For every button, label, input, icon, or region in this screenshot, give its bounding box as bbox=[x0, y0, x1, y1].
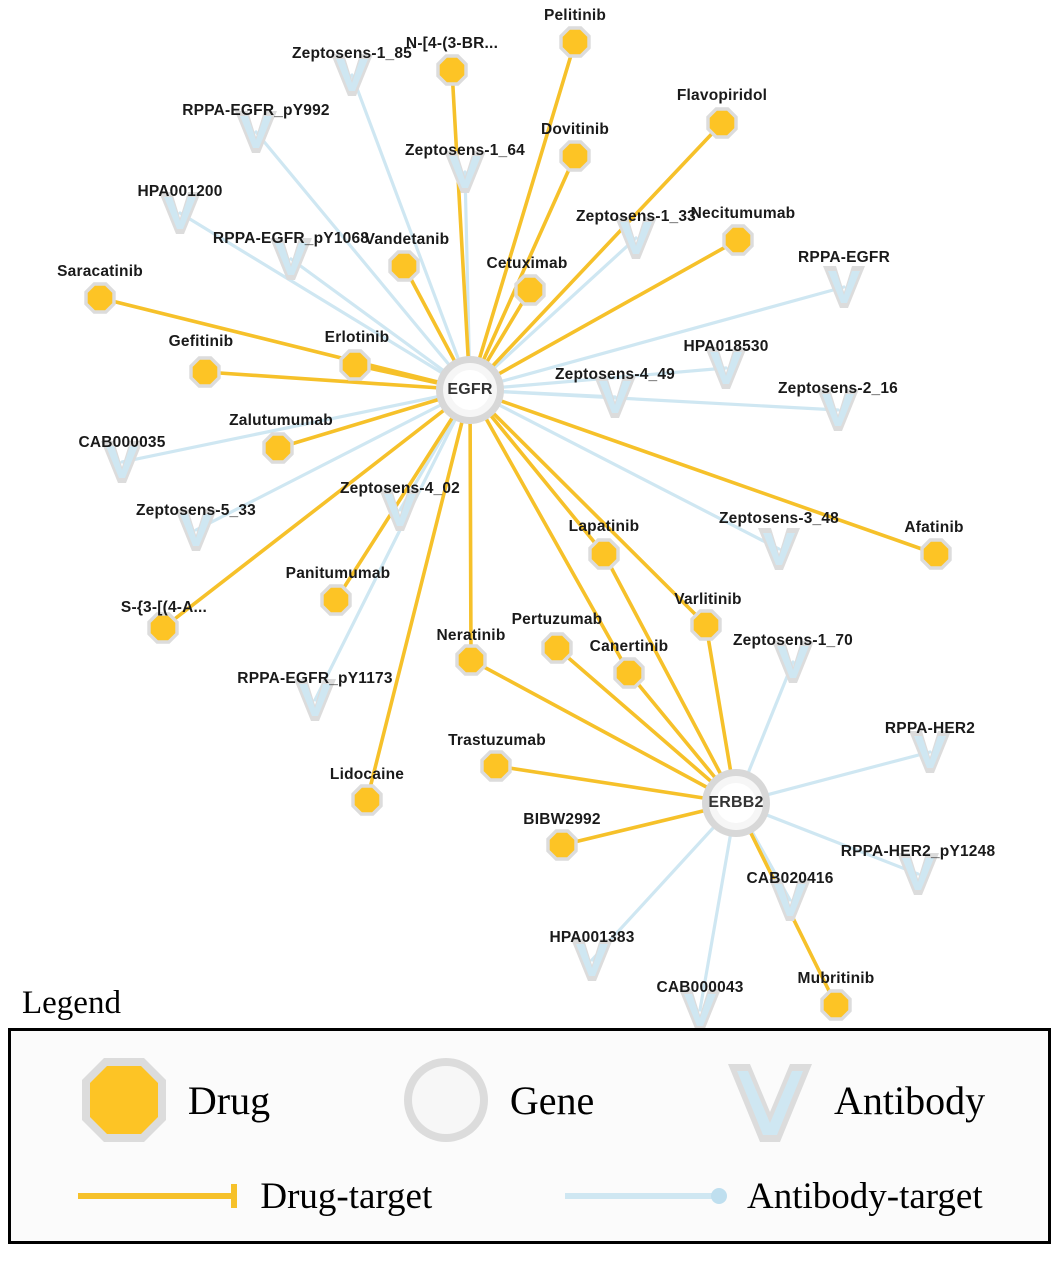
drug-node[interactable] bbox=[339, 349, 370, 380]
drug-label: Dovitinib bbox=[540, 121, 610, 138]
antibody-label: Zeptosens-1_33 bbox=[576, 208, 696, 225]
drug-label: Panitumumab bbox=[285, 565, 391, 582]
drug-label: Lapatinib bbox=[568, 518, 640, 535]
drug-label: Saracatinib bbox=[57, 263, 143, 280]
antibody-label: RPPA-EGFR_pY992 bbox=[182, 102, 330, 119]
drug-node[interactable] bbox=[480, 750, 511, 781]
antibody-label: Zeptosens-4_02 bbox=[340, 480, 460, 497]
drug-node[interactable] bbox=[690, 609, 721, 640]
antibody-label: HPA001383 bbox=[549, 929, 635, 946]
drug-label: Trastuzumab bbox=[448, 732, 546, 749]
drug-label: Lidocaine bbox=[329, 766, 405, 783]
chevron-down-icon bbox=[720, 1050, 820, 1150]
drug-node[interactable] bbox=[920, 538, 951, 569]
drug-target-edge bbox=[470, 390, 936, 554]
legend-label-drug: Drug bbox=[187, 1077, 271, 1123]
antibody-label: Zeptosens-5_33 bbox=[136, 502, 256, 519]
drug-label: Cetuximab bbox=[486, 255, 568, 272]
antibody-target-edge bbox=[315, 390, 470, 700]
drug-label: Pertuzumab bbox=[511, 611, 603, 628]
drug-label: Canertinib bbox=[589, 638, 669, 655]
legend-box bbox=[8, 1028, 1051, 1244]
drug-node[interactable] bbox=[388, 250, 419, 281]
drug-node[interactable] bbox=[147, 612, 178, 643]
antibody-label: CAB000043 bbox=[656, 979, 744, 996]
legend-item-gene bbox=[396, 1050, 594, 1150]
legend-item-drug bbox=[74, 1050, 270, 1150]
circle-icon bbox=[396, 1050, 496, 1150]
antibody-label: Zeptosens-1_70 bbox=[733, 632, 853, 649]
legend-title: Legend bbox=[22, 985, 121, 1021]
legend bbox=[0, 985, 1059, 1244]
drug-node[interactable] bbox=[436, 54, 467, 85]
drug-node[interactable] bbox=[455, 644, 486, 675]
antibody-label: Zeptosens-4_49 bbox=[555, 366, 675, 383]
antibody-label: Zeptosens-2_16 bbox=[778, 380, 898, 397]
antibody-label: RPPA-EGFR bbox=[798, 249, 890, 266]
legend-edge-types bbox=[11, 1161, 1048, 1231]
drug-node[interactable] bbox=[706, 107, 737, 138]
antibody-label: HPA018530 bbox=[683, 338, 769, 355]
legend-label-drug-target: Drug-target bbox=[260, 1175, 433, 1217]
drug-node[interactable] bbox=[559, 26, 590, 57]
antibody-edge-icon bbox=[563, 1181, 733, 1211]
drug-node[interactable] bbox=[546, 829, 577, 860]
legend-item-drug-target bbox=[76, 1175, 432, 1218]
drug-node[interactable] bbox=[541, 632, 572, 663]
drug-edge-icon bbox=[76, 1181, 246, 1211]
antibody-label: RPPA-HER2 bbox=[884, 720, 976, 737]
drug-target-edge bbox=[470, 390, 471, 660]
drug-label: Mubritinib bbox=[797, 970, 875, 987]
drug-label: Zalutumumab bbox=[229, 412, 333, 429]
octagon-icon bbox=[74, 1050, 174, 1150]
antibody-label: HPA001200 bbox=[137, 183, 223, 200]
antibody-label: Zeptosens-3_48 bbox=[719, 510, 839, 527]
antibody-label: CAB000035 bbox=[78, 434, 166, 451]
legend-label-antibody-target: Antibody-target bbox=[746, 1175, 983, 1217]
gene-label: EGFR bbox=[447, 381, 493, 398]
legend-node-types bbox=[11, 1045, 1048, 1155]
legend-item-antibody bbox=[720, 1050, 985, 1150]
drug-node[interactable] bbox=[84, 282, 115, 313]
drug-label: Necitumumab bbox=[690, 205, 796, 222]
antibody-label: Zeptosens-1_64 bbox=[405, 142, 525, 159]
drug-node[interactable] bbox=[262, 432, 293, 463]
antibody-label: Zeptosens-1_85 bbox=[292, 45, 412, 62]
drug-target-edge bbox=[470, 42, 575, 390]
drug-label: BIBW2992 bbox=[523, 811, 601, 828]
gene-label: ERBB2 bbox=[708, 794, 764, 811]
drug-node[interactable] bbox=[514, 274, 545, 305]
drug-label: Vandetanib bbox=[364, 231, 450, 248]
drug-target-edge bbox=[470, 156, 575, 390]
antibody-label: RPPA-EGFR_pY1068 bbox=[212, 230, 370, 247]
drug-node[interactable] bbox=[320, 584, 351, 615]
antibody-label: RPPA-EGFR_pY1173 bbox=[237, 670, 393, 687]
legend-item-antibody-target bbox=[563, 1175, 983, 1218]
legend-label-antibody: Antibody bbox=[834, 1077, 986, 1123]
drug-node[interactable] bbox=[559, 140, 590, 171]
drug-label: Erlotinib bbox=[324, 329, 390, 346]
drug-label: Varlitinib bbox=[674, 591, 742, 608]
antibody-label: RPPA-HER2_pY1248 bbox=[840, 843, 996, 860]
legend-label-gene: Gene bbox=[509, 1077, 595, 1123]
antibody-label: CAB020416 bbox=[746, 870, 834, 887]
drug-node[interactable] bbox=[351, 784, 382, 815]
drug-node[interactable] bbox=[588, 538, 619, 569]
drug-label: Pelitinib bbox=[543, 7, 607, 24]
drug-label: S-{3-[(4-A... bbox=[120, 599, 208, 616]
drug-label: Gefitinib bbox=[168, 333, 234, 350]
drug-label: N-[4-(3-BR... bbox=[405, 35, 499, 52]
drug-node[interactable] bbox=[613, 657, 644, 688]
drug-node[interactable] bbox=[722, 224, 753, 255]
drug-label: Flavopiridol bbox=[676, 87, 768, 104]
drug-label: Afatinib bbox=[904, 519, 964, 536]
drug-node[interactable] bbox=[189, 356, 220, 387]
drug-target-edge bbox=[470, 390, 706, 625]
drug-label: Neratinib bbox=[436, 627, 506, 644]
